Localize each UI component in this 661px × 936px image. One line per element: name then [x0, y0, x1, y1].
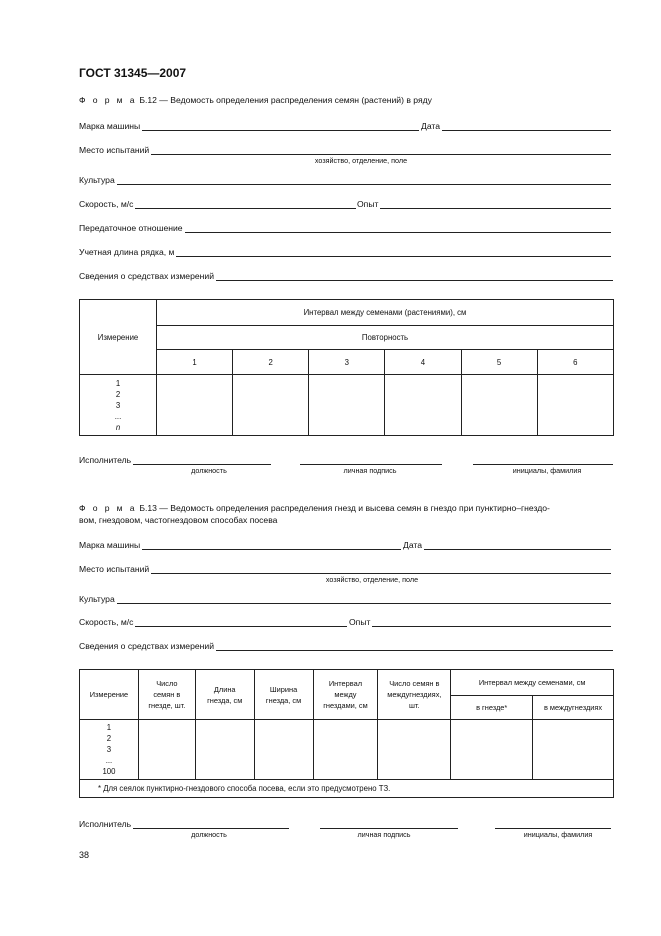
form13-col-shirina [254, 670, 313, 720]
form13-opyt-field[interactable] [349, 615, 611, 627]
page-header: ГОСТ 31345—2007 [79, 66, 187, 80]
form12-svedeniya-field[interactable] [79, 269, 613, 281]
form13-col-mezhd-l3: шт. [409, 701, 420, 710]
form13-title [79, 503, 550, 513]
form12-skorost-label: Скорость, м/с [79, 199, 134, 209]
form13-row-3: 3 [106, 745, 112, 754]
form13-col-interval-l3: гнездами, см [323, 701, 368, 710]
form12-row-2: 2 [115, 389, 121, 399]
form12-cell[interactable] [233, 375, 309, 436]
form13-mesto-field[interactable] [79, 562, 611, 574]
form13-cell[interactable] [451, 720, 533, 780]
form13-opyt-label: Опыт [349, 617, 371, 627]
form13-dolzhnost-caption: должность [191, 830, 227, 839]
form12-col-measure: Измерение [80, 300, 157, 375]
form12-table [79, 299, 614, 436]
form13-kultura-label: Культура [79, 594, 115, 604]
form13-kultura-field[interactable] [79, 592, 611, 604]
form13-cell[interactable] [195, 720, 254, 780]
form12-cell[interactable] [385, 375, 461, 436]
form13-col-chislo-l1: Число [156, 679, 178, 688]
form13-col-mezhd-l2: междугнездиях, [387, 690, 442, 699]
form13-data-field[interactable] [403, 538, 611, 550]
form12-title [79, 95, 432, 105]
form13-marka-label: Марка машины [79, 540, 141, 550]
form13-marka-field[interactable] [79, 538, 401, 550]
form13-mesto-label: Место испытаний [79, 564, 150, 574]
form12-cell[interactable] [309, 375, 385, 436]
form13-fio-field[interactable] [493, 817, 611, 829]
form13-row-1: 1 [106, 723, 112, 732]
form12-opyt-label: Опыт [357, 199, 379, 209]
form12-mesto-field[interactable] [79, 143, 611, 155]
form13-col-measure: Измерение [80, 670, 139, 720]
form13-mesto-caption: хозяйство, отделение, поле [325, 575, 419, 584]
form13-skorost-field[interactable] [79, 615, 347, 627]
form12-forma-label: Ф о р м а [79, 95, 137, 105]
form12-repeat-2: 2 [233, 350, 309, 375]
form13-col-mezhd-l1: Число семян в [389, 679, 440, 688]
form12-kultura-field[interactable] [79, 173, 611, 185]
form13-row-2: 2 [106, 734, 112, 743]
form12-repeat-3: 3 [309, 350, 385, 375]
form12-marka-label: Марка машины [79, 121, 141, 131]
form12-marka-field[interactable] [79, 119, 419, 131]
form13-table [79, 669, 614, 798]
form13-data-label: Дата [403, 540, 423, 550]
form12-ispolnitel-field[interactable] [79, 453, 271, 465]
form12-cell[interactable] [461, 375, 537, 436]
form12-row-labels [80, 375, 157, 436]
form12-fio-field[interactable] [471, 453, 613, 465]
form12-data-label: Дата [421, 121, 441, 131]
form13-col-interval-l1: Интервал [328, 679, 363, 688]
form12-row-n: n [115, 422, 121, 432]
form13-ispolnitel-label: Исполнитель [79, 819, 132, 829]
form12-col-repeat: Повторность [157, 326, 614, 350]
page-number: 38 [79, 850, 90, 860]
form13-ispolnitel-field[interactable] [79, 817, 289, 829]
form13-podpis-caption: личная подпись [357, 830, 411, 839]
form13-sub-mezhd: в междугнездиях [533, 696, 614, 720]
form13-col-shirina-l1: Ширина [269, 684, 298, 694]
form13-cell[interactable] [138, 720, 195, 780]
form13-footnote: * Для сеялок пунктирно-гнездового способа посева, если это предусмотрено ТЗ. [80, 780, 614, 798]
form12-skorost-field[interactable] [79, 197, 356, 209]
form12-cell[interactable] [537, 375, 613, 436]
form13-col-chislo-l3: гнезде, шт. [148, 701, 186, 710]
form13-title-line2: вом, гнездовом, частогнездовом способах посева [79, 515, 278, 525]
form12-data-field[interactable] [421, 119, 611, 131]
form12-repeat-6: 6 [537, 350, 613, 375]
form12-row-1: 1 [115, 378, 121, 388]
form13-col-mezhd [378, 670, 451, 720]
form13-col-chislo [138, 670, 195, 720]
form13-svedeniya-field[interactable] [79, 639, 613, 651]
form13-row-100: 100 [102, 767, 116, 776]
form13-skorost-label: Скорость, м/с [79, 617, 134, 627]
form12-repeat-1: 1 [157, 350, 233, 375]
form13-col-interval-l2: между [334, 690, 357, 699]
form13-title-line1: Б.13 — Ведомость определения распределения гнезд и высева семян в гнездо при пунктирно–гнездо- [139, 503, 550, 513]
form13-col-shirina-l2: гнезда, см [265, 695, 302, 705]
form13-col-dlina-l1: Длина [213, 684, 236, 694]
form13-row-labels [80, 720, 139, 780]
form13-cell[interactable] [254, 720, 313, 780]
form12-dolzhnost-caption: должность [191, 466, 227, 475]
form12-podpis-caption: личная подпись [343, 466, 397, 475]
form12-row-3: 3 [115, 400, 121, 410]
form12-uchet-field[interactable] [79, 245, 611, 257]
form12-opyt-field[interactable] [357, 197, 611, 209]
form13-col-interval [313, 670, 378, 720]
form12-row-dots: ... [114, 411, 122, 421]
form12-peredat-label: Передаточное отношение [79, 223, 183, 233]
form12-title-text: Б.12 — Ведомость определения распределения семян (растений) в ряду [139, 95, 432, 105]
form12-mesto-label: Место испытаний [79, 145, 150, 155]
form12-repeat-4: 4 [385, 350, 461, 375]
form12-podpis-field[interactable] [298, 453, 442, 465]
form13-podpis-field[interactable] [318, 817, 458, 829]
form13-forma-label: Ф о р м а [79, 503, 137, 513]
form12-peredat-field[interactable] [79, 221, 611, 233]
form13-sub-v-gnezde: в гнезде* [451, 696, 533, 720]
form13-cell[interactable] [313, 720, 378, 780]
form13-cell[interactable] [533, 720, 614, 780]
form13-cell[interactable] [378, 720, 451, 780]
form13-svedeniya-label: Сведения о средствах измерений [79, 641, 214, 651]
form12-svedeniya-label: Сведения о средствах измерений [79, 271, 214, 281]
form12-mesto-caption: хозяйство, отделение, поле [314, 156, 408, 165]
form12-uchet-label: Учетная длина рядка, м [79, 247, 175, 257]
form13-col-interval-seeds: Интервал между семенами, см [451, 670, 614, 696]
form12-col-interval: Интервал между семенами (растениями), см [157, 300, 614, 326]
form13-col-dlina [195, 670, 254, 720]
form13-col-dlina-l2: гнезда, см [207, 695, 243, 705]
form12-cell[interactable] [157, 375, 233, 436]
form13-col-chislo-l2: семян в [153, 690, 181, 699]
form12-repeat-5: 5 [461, 350, 537, 375]
form12-fio-caption: инициалы, фамилия [512, 466, 582, 475]
form12-ispolnitel-label: Исполнитель [79, 455, 132, 465]
form13-row-dots: ... [105, 756, 113, 765]
form12-kultura-label: Культура [79, 175, 115, 185]
form13-fio-caption: инициалы, фамилия [523, 830, 593, 839]
